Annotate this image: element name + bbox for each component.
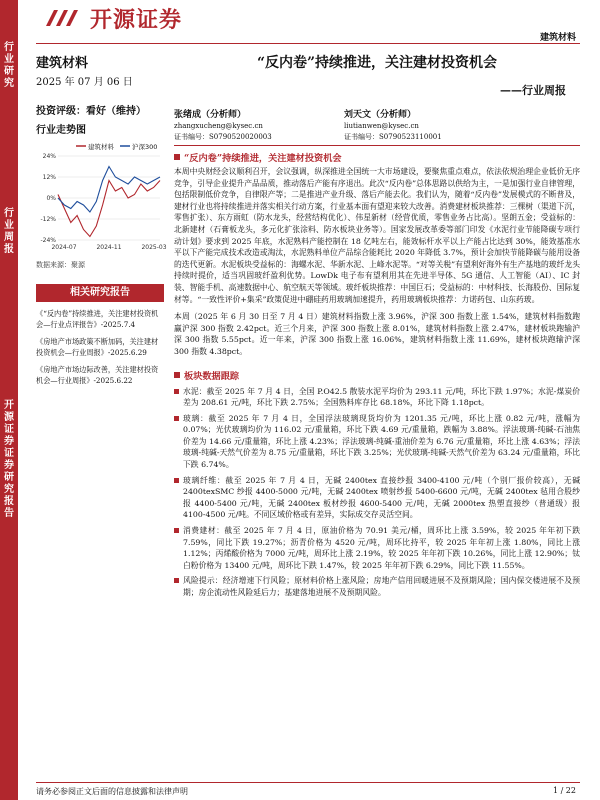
sidebar-label-weekly: 行业周报 bbox=[4, 208, 14, 255]
chart-source: 数据来源：聚源 bbox=[36, 261, 85, 269]
square-bullet-icon bbox=[174, 416, 179, 421]
report-title: “反内卷”持续推进，关注建材投资机会 bbox=[256, 55, 498, 71]
brand-name: 开源证券 bbox=[90, 7, 183, 33]
author-cert: 证书编号：S0790520020003 bbox=[174, 133, 272, 141]
x-tick-label: 2025-03 bbox=[141, 244, 167, 251]
square-bullet-icon bbox=[174, 478, 179, 483]
y-tick-label: 0% bbox=[46, 195, 56, 202]
list-item-text: 玻璃纤维：截至 2025 年 7 月 4 日，无碱 2400tex 直接纱报 3400-4100 元/吨（个别厂报价较高），无碱 2400texSMC 纱报 4400-5000 元/吨，无碱 2400tex 喷射纱报 5400-6600 元/吨，无碱 2400tex 毡用合股纱报 4400-5400 元/吨，无碱 2400tex 板材纱报 4600-5400 元/吨，无碱 2000tex 热塑直接纱（普通级）报 4100-4500 元/吨。不同区域价格或有差异，实际成交存灵活空间。 bbox=[183, 475, 580, 520]
author-cert: 证书编号：S0790523110001 bbox=[344, 133, 442, 141]
sidebar-label-research: 行业研究 bbox=[4, 42, 14, 89]
author-card bbox=[174, 110, 324, 143]
list-item-text: 风险提示：经济增速下行风险；原材料价格上涨风险；房地产信用回暖进展不及预期风险；国内保交楼进展不及预期；房企流动性风险延后力；基建落地进展不及预期风险。 bbox=[183, 576, 580, 597]
square-bullet-icon bbox=[174, 578, 179, 583]
author-name: 刘天文（分析师） bbox=[344, 110, 417, 120]
square-bullet-icon bbox=[174, 154, 180, 160]
left-column bbox=[36, 46, 167, 386]
footer-divider bbox=[36, 782, 580, 783]
industry-name: 建筑材料 bbox=[36, 56, 89, 71]
report-subtitle: ——行业周报 bbox=[500, 84, 566, 97]
authors-divider bbox=[174, 145, 580, 146]
author-name: 张绪成（分析师） bbox=[174, 110, 247, 120]
trend-chart-title: 行业走势图 bbox=[36, 125, 86, 136]
y-tick-label: -24% bbox=[40, 237, 56, 244]
summary-paragraph: 本周中央财经会议顺利召开，会议强调，纵深推进全国统一大市场建设，要聚焦重点难点，依法依规治理企业低价无序竞争，引导企业提升产品品质，推动落后产能有序退出。此次“反内卷”总体思路以供给为主，一是加强行业自律管理，包括限制低价竞争，自律限产等；二是推进产业升级、落后产能去化。我们认为，随着“反内卷”发展模式的不断普及，建材行业也将持续推进并落实相关行动方案，行业基本面有望迎来较大改善。消费建材板块推荐：三棵树（渠道下沉，零售扩张）、东方雨虹（防水龙头，经营结构优化）、伟星新材（经营优质，零售业务占比高）。坚朗五金；受益标的：北新建材（石膏板龙头，多元化扩张涂料、防水板块业务等）。国家发展改革委等部门印发《水泥行业节能降碳专项行动计划》要求到 2025 年底，水泥熟料产能控制在 18 亿吨左右，能效标杆水平以上产能占比达到 30%，能效基准水平以下产能完成技术改造或淘汰，水泥熟料单位产品综合能耗比 2020 年降低 3.7%，预计会加快节能降碳与能用设备的迭代更新。水泥板块受益标的：海螺水泥、华新水泥、上峰水泥等。“对等关税”有望利好海外有生产基地的玻纤龙头持续时提价，适当巩固玻纤盈利优势。LowDk 电子布有望利用其在先进半导体、5G 通信、人工智能（AI）、IC 封装、智能手机、高速数据中心、航空航天等领域。玻纤板块推荐：中国巨石；受益标的：中材科技、长海股份、国际复材等。“一致性评价+集采”政策促进中硼硅药用玻璃加速提升，药用玻璃板块推荐：力诺药包、山东药玻。 bbox=[174, 167, 580, 304]
investment-rating: 投资评级：看好（维持） bbox=[36, 106, 146, 117]
main-content bbox=[174, 46, 580, 599]
legend-label: 建筑材料 bbox=[88, 143, 114, 151]
square-bullet-icon bbox=[174, 389, 179, 394]
footer-disclaimer: 请务必参阅正文后面的信息披露和法律声明 bbox=[36, 787, 188, 796]
y-tick-label: 12% bbox=[42, 174, 56, 181]
page-number: 1 / 22 bbox=[552, 786, 576, 795]
related-report-link[interactable]: 《“反内卷”持续推进，关注建材投资机会—行业点评报告》-2025.7.4 bbox=[36, 309, 159, 329]
section-heading bbox=[174, 150, 580, 164]
list-item bbox=[174, 575, 580, 598]
square-bullet-icon bbox=[174, 372, 180, 378]
author-email[interactable]: zhangxucheng@kysec.cn bbox=[174, 122, 263, 130]
brand-mark-icon bbox=[44, 6, 84, 30]
author-card bbox=[344, 110, 494, 143]
legend-label: 沪深300 bbox=[132, 143, 158, 151]
y-tick-label: 24% bbox=[42, 153, 56, 160]
related-reports-heading: 相关研究报告 bbox=[36, 284, 164, 302]
series-line bbox=[58, 167, 160, 213]
list-item bbox=[174, 525, 580, 571]
x-tick-label: 2024-07 bbox=[51, 244, 77, 251]
list-item-text: 水泥：截至 2025 年 7 月 4 日，全国 P.O42.5 散装水泥平均价为 293.11 元/吨，环比下跌 1.97%；水泥-煤炭价差为 208.61 元/吨，环比下跌 2.75%；全国熟料库存比 68.18%，环比下降 1.18pct。 bbox=[183, 386, 580, 408]
author-email[interactable]: liutianwen@kysec.cn bbox=[344, 122, 419, 130]
section-heading-text: 板块数据跟踪 bbox=[184, 370, 240, 382]
list-item bbox=[174, 475, 580, 521]
sidebar-label-brand: 开源证券 证券研究报告 bbox=[4, 400, 14, 519]
related-report-link[interactable]: 《房地产市场政策不断加码，关注建材投资机会—行业周报》-2025.6.29 bbox=[36, 337, 159, 357]
header-category: 建筑材料 bbox=[539, 33, 576, 43]
market-performance-paragraph: 本周（2025 年 6 月 30 日至 7 月 4 日）建筑材料指数上涨 3.96%，沪深 300 指数上涨 1.54%，建筑材料指数跑赢沪深 300 指数 2.42pct。近三个月来，沪深 300 指数上涨 8.01%，建筑材料指数上涨 2.47%，建材板块跑输沪深 300 指数 5.55pct。近一年来，沪深 300 指数上涨 16.06%，建筑材料指数上涨 11.69%，建材板块跑输沪深 300 指数 4.38pct。 bbox=[174, 312, 580, 356]
y-tick-label: -12% bbox=[40, 216, 56, 223]
brand-logo bbox=[44, 4, 182, 32]
list-item bbox=[174, 413, 580, 471]
trend-chart-svg bbox=[36, 140, 167, 258]
list-item bbox=[174, 386, 580, 409]
authors-block bbox=[174, 110, 580, 143]
series-line bbox=[58, 181, 160, 237]
section-heading-text: “反内卷”持续推进，关注建材投资机会 bbox=[184, 153, 342, 164]
section-heading bbox=[174, 368, 580, 382]
related-report-link[interactable]: 《房地产市场边际改善，关注建材投资机会—行业周报》-2025.6.22 bbox=[36, 365, 159, 385]
report-date: 2025 年 07 月 06 日 bbox=[36, 77, 133, 88]
list-item-text: 玻璃：截至 2025 年 7 月 4 日，全国浮法玻璃现货均价为 1201.35 元/吨，环比上涨 0.82 元/吨，涨幅为 0.07%；光伏玻璃均价为 116.02 元/重量箱，环比下跌 4.69 元/重量箱，跌幅为 3.88%。浮法玻璃-纯碱-石油焦价差为 14.66 元/重量箱，环比上涨 4.23%；浮法玻璃-纯碱-重油价差为 6.76 元/重量箱，环比上涨 4.63%；浮法玻璃-纯碱-天然气价差为 8.75 元/重量箱，环比下跌 3.25%；光伏玻璃-纯碱-天然气价差为 63.24 元/重量箱，环比下跌 6.74%。 bbox=[183, 413, 580, 470]
trend-chart bbox=[36, 140, 167, 258]
x-tick-label: 2024-11 bbox=[96, 244, 122, 251]
list-item-text: 消费建材：截至 2025 年 7 月 4 日，原油价格为 70.91 美元/桶，周环比上涨 3.59%，较 2025 年年初下跌 7.59%，同比下跌 19.27%；沥青价格为 4520 元/吨，周环比持平，较 2025 年年初上涨 1.80%，同比上涨 1.12%；丙烯酸价格为 7000 元/吨，周环比上涨 2.19%，较 2025 年年初下跌 10.26%，同比上涨 12.90%；钛白粉价格为 13400 元/吨，周环比下跌 1.47%，较 2025 年年初下跌 6.29%，同比下跌 11.55%。 bbox=[183, 526, 580, 570]
square-bullet-icon bbox=[174, 528, 179, 533]
header-divider bbox=[36, 43, 580, 44]
